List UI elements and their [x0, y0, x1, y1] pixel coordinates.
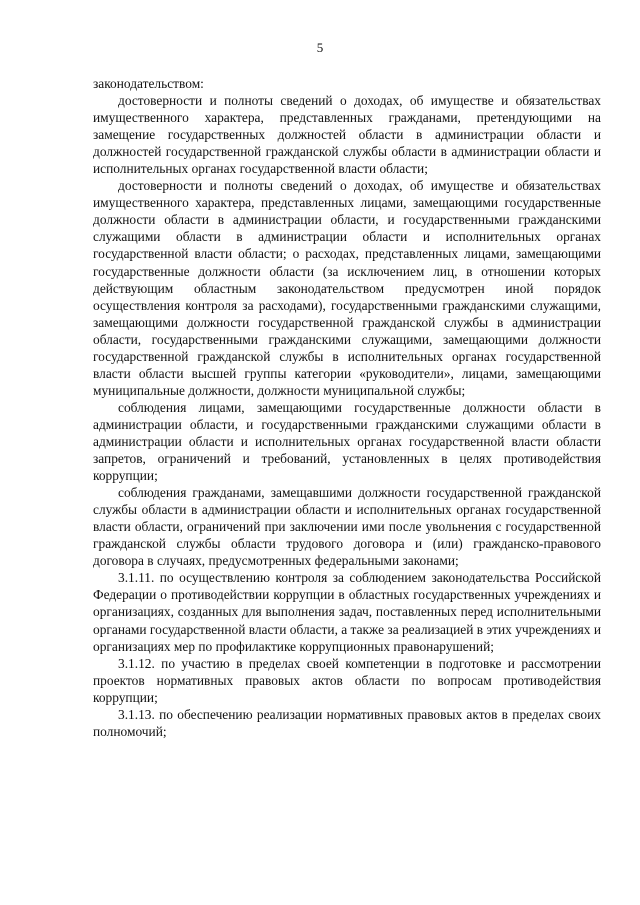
paragraph-compliance-prohibitions: соблюдения лицами, замещающими государственные должности области в администрации области, и государственными гражданскими служащими области в администрации области и исполнительных органах государственной власти области запретов, ограничений и требований, установленных в целях противодействия коррупции; [93, 399, 601, 484]
paragraph-compliance-former-servants: соблюдения гражданами, замещавшими должности государственной гражданской службы области в администрации области и исполнительных органах государственной власти области, ограничений при заключении ими после увольнения с государственной гражданской службы области трудового договора и (или) гражданско-правового договора в случаях, предусмотренных федеральными законами; [93, 485, 601, 569]
paragraph-3-1-11: 3.1.11. по осуществлению контроля за соблюдением законодательства Российской Федерации о противодействии коррупции в областных государственных учреждениях и организациях, созданных для выполнения задач, поставленных перед исполнительными органами государственной власти области, а также за реализацией в этих учреждениях и организациях мер по профилактике коррупционных правонарушений; [93, 570, 601, 654]
paragraph-income-reliability-applicants: достоверности и полноты сведений о доходах, об имуществе и обязательствах имущественного характера, представленных гражданами, претендующими на замещение государственных должностей области в администрации области и должностей государственной гражданской службы области в администрации области и исполнительных органах государственной власти области; [93, 93, 601, 177]
page-number: 5 [316, 40, 324, 55]
paragraph-3-1-12: 3.1.12. по участию в пределах своей компетенции в подготовке и рассмотрении проектов нормативных правовых актов области по вопросам противодействия коррупции; [93, 655, 601, 705]
document-body [93, 75, 601, 740]
paragraph-income-reliability-officials: достоверности и полноты сведений о доходах, об имуществе и обязательствах имущественного характера, представленных лицами, замещающими государственные должности области в администрации области, и государственными гражданскими служащими области в администрации области и исполнительных органах государственной власти области; о расходах, представленных лицами, замещающими государственные должности области (за исключением лиц, в отношении которых действующим областным законодательством предусмотрен иной порядок осуществления контроля за расходами), государственными гражданскими служащими, замещающими должности государственной гражданской службы в администрации области, государственными гражданскими служащими, замещающими должности государственной гражданской службы в исполнительных органах государственной власти области высшей группы категории «руководители», лицами, замещающими муниципальные должности, должности муниципальной службы; [93, 178, 601, 398]
paragraph-3-1-13: 3.1.13. по обеспечению реализации нормативных правовых актов в пределах своих полномочий; [93, 706, 601, 739]
paragraph-continuation: законодательством: [93, 76, 204, 91]
